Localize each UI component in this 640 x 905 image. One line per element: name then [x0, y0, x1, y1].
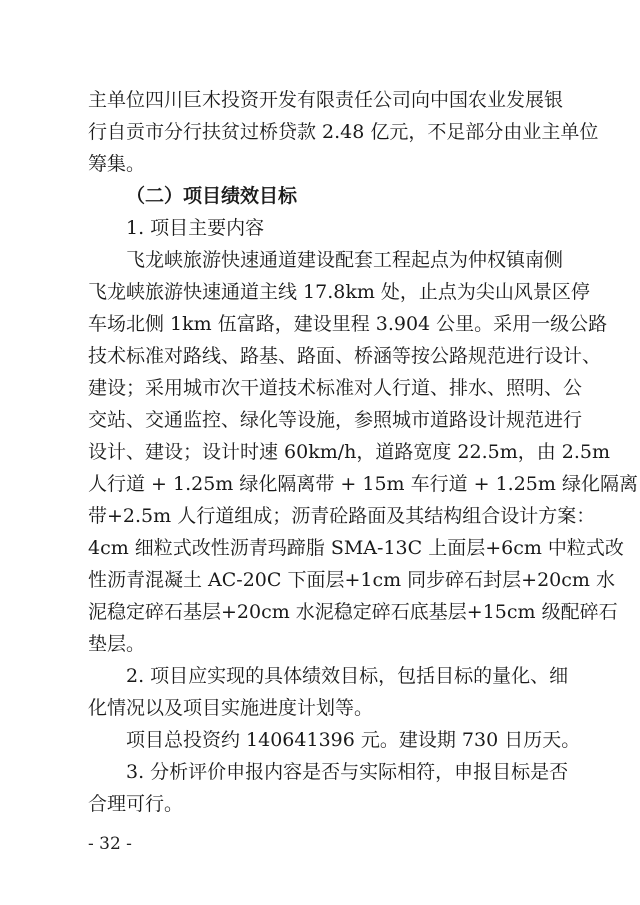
section-heading: （二）项目绩效目标	[126, 185, 298, 207]
paragraph-line: 筹集。	[88, 153, 146, 175]
paragraph-line: 4cm 细粒式改性沥青玛蹄脂 SMA-13C 上面层+6cm 中粒式改	[88, 537, 624, 559]
paragraph-line: 飞龙峡旅游快速通道建设配套工程起点为仲权镇南侧	[126, 249, 564, 271]
paragraph-line: 设计、建设；设计时速 60km/h，道路宽度 22.5m，由 2.5m	[88, 441, 611, 463]
paragraph-line: 飞龙峡旅游快速通道主线 17.8km 处，止点为尖山风景区停	[88, 281, 590, 303]
paragraph-line: 人行道 + 1.25m 绿化隔离带 + 15m 车行道 + 1.25m 绿化隔离	[88, 473, 638, 495]
paragraph-line: 带+2.5m 人行道组成；沥青砼路面及其结构组合设计方案：	[88, 505, 596, 527]
paragraph-line: 车场北侧 1km 伍富路，建设里程 3.904 公里。采用一级公路	[88, 313, 608, 335]
paragraph-line: 泥稳定碎石基层+20cm 水泥稳定碎石底基层+15cm 级配碎石	[88, 601, 618, 623]
paragraph-line: 建设；采用城市次干道技术标准对人行道、排水、照明、公	[88, 377, 583, 399]
paragraph-line: 行自贡市分行扶贫过桥贷款 2.48 亿元，不足部分由业主单位	[88, 121, 599, 143]
document-body	[88, 84, 638, 820]
paragraph-line: 2. 项目应实现的具体绩效目标，包括目标的量化、细	[126, 665, 569, 687]
paragraph-line: 技术标准对路线、路基、路面、桥涵等按公路规范进行设计、	[88, 345, 602, 367]
paragraph-line: 主单位四川巨木投资开发有限责任公司向中国农业发展银	[88, 89, 564, 111]
paragraph-line: 3. 分析评价申报内容是否与实际相符，申报目标是否	[126, 761, 569, 783]
paragraph-line: 合理可行。	[88, 793, 184, 815]
paragraph-line: 垫层。	[88, 633, 146, 655]
page-number: - 32 -	[88, 834, 132, 854]
paragraph-line: 性沥青混凝土 AC-20C 下面层+1cm 同步碎石封层+20cm 水	[88, 569, 615, 591]
paragraph-line: 化情况以及项目实施进度计划等。	[88, 697, 374, 719]
subsection-heading: 1. 项目主要内容	[126, 217, 265, 239]
paragraph-line: 交站、交通监控、绿化等设施，参照城市道路设计规范进行	[88, 409, 583, 431]
paragraph-line: 项目总投资约 140641396 元。建设期 730 日历天。	[126, 729, 581, 751]
